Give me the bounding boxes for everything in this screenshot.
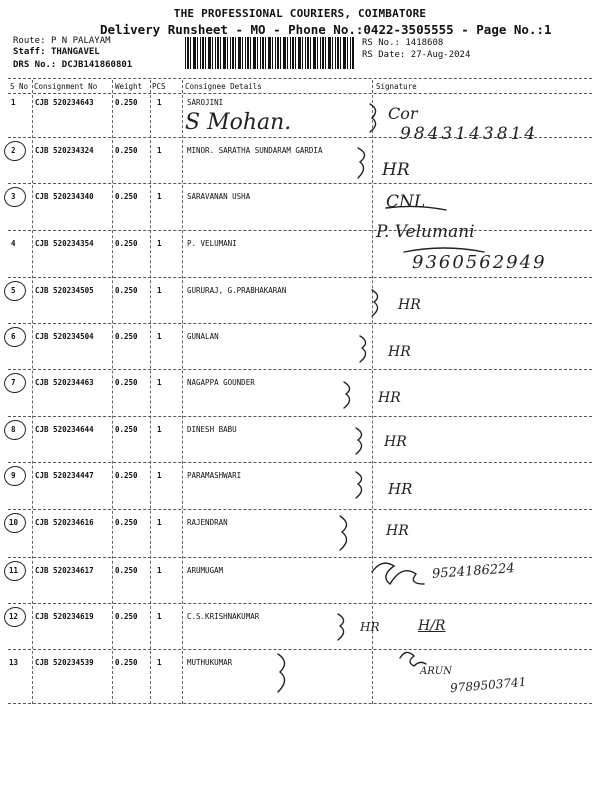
row-consignee: NAGAPPA GOUNDER <box>187 378 255 387</box>
row-consignee: RAJENDRAN <box>187 518 228 527</box>
rs-no-label: RS No.: <box>362 38 400 48</box>
handwritten-phone: 9360562949 <box>412 252 547 273</box>
brace-stroke <box>358 148 365 178</box>
row-consignee: C.S.KRISHNAKUMAR <box>187 612 260 621</box>
handwritten-signature: HR <box>386 523 409 539</box>
row-weight: 0.250 <box>115 332 138 341</box>
runsheet-subtitle: Delivery Runsheet - MO - Phone No.:0422-3505555 - Page No.:1 <box>100 22 552 37</box>
handwritten-signature: HR <box>382 160 410 180</box>
row-consignment-no: CJB 520234617 <box>35 566 94 575</box>
brace-stroke <box>360 336 366 362</box>
row-pcs: 1 <box>157 566 162 575</box>
col-header-weight: Weight <box>115 82 143 91</box>
staff-label: Staff: <box>13 47 46 57</box>
handwritten-signature: H/R <box>418 618 446 634</box>
row-consignee: SAROJINI <box>187 98 224 107</box>
handwritten-signature: HR <box>398 297 421 313</box>
row-consignee: MUTHUKUMAR <box>187 658 233 667</box>
row-consignment-no: CJB 520234505 <box>35 286 94 295</box>
row-weight: 0.250 <box>115 612 138 621</box>
row-weight: 0.250 <box>115 566 138 575</box>
handwritten-signature: HR <box>384 434 407 450</box>
handwritten-signature: Cor <box>388 104 418 123</box>
rs-date-label: RS Date: <box>362 50 406 60</box>
handwritten-phone: 9843143814 <box>400 124 539 144</box>
row-sno: 4 <box>11 239 16 248</box>
row-consignee: MINOR. SARATHA SUNDARAM GARDIA <box>187 146 323 155</box>
col-header-consignee: Consignee Details <box>185 82 262 91</box>
row-weight: 0.250 <box>115 98 138 107</box>
row-sno: 13 <box>9 658 19 667</box>
row-sno: 1 <box>11 98 16 107</box>
handwritten-phone: 9789503741 <box>449 674 527 696</box>
row-sno: 7 <box>11 378 16 387</box>
handwritten-receiver-name: S Mohan. <box>185 110 292 135</box>
row-consignment-no: CJB 520234324 <box>35 146 94 155</box>
row-consignee: PARAMASHWARI <box>187 471 242 480</box>
col-header-sno: S No <box>10 82 29 91</box>
col-header-signature: Signature <box>376 82 417 91</box>
row-consignment-no: CJB 520234616 <box>35 518 94 527</box>
drs-value: DCJB141860801 <box>61 60 133 70</box>
drs-label: DRS No.: <box>13 60 57 70</box>
row-pcs: 1 <box>157 425 162 434</box>
row-pcs: 1 <box>157 612 162 621</box>
row-pcs: 1 <box>157 98 162 107</box>
handwritten-signature: HR <box>388 480 413 498</box>
row-consignee: P. VELUMANI <box>187 239 237 248</box>
row-sno: 9 <box>11 471 16 480</box>
handwritten-name: ARUN <box>420 666 452 677</box>
underline-stroke <box>386 206 446 210</box>
row-consignee: GURURAJ, G.PRABHAKARAN <box>187 286 287 295</box>
row-consignee: GUNALAN <box>187 332 219 341</box>
row-sno: 5 <box>11 286 16 295</box>
row-weight: 0.250 <box>115 471 138 480</box>
row-pcs: 1 <box>157 286 162 295</box>
row-sno: 2 <box>11 146 16 155</box>
row-consignment-no: CJB 520234340 <box>35 192 94 201</box>
rs-date-value: 27-Aug-2024 <box>410 50 471 60</box>
row-pcs: 1 <box>157 518 162 527</box>
handwritten-signature: CNL <box>386 192 426 212</box>
row-weight: 0.250 <box>115 658 138 667</box>
row-pcs: 1 <box>157 378 162 387</box>
row-pcs: 1 <box>157 146 162 155</box>
brace-stroke <box>340 516 347 550</box>
row-weight: 0.250 <box>115 518 138 527</box>
row-consignment-no: CJB 520234619 <box>35 612 94 621</box>
brace-stroke <box>372 290 378 316</box>
brace-stroke <box>338 614 344 640</box>
scribble-stroke <box>400 652 426 666</box>
row-pcs: 1 <box>157 471 162 480</box>
row-consignment-no: CJB 520234643 <box>35 98 94 107</box>
row-consignee: SARAVANAN USHA <box>187 192 251 201</box>
row-pcs: 1 <box>157 658 162 667</box>
handwritten-signature: HR <box>360 620 380 634</box>
col-header-pcs: PCS <box>152 82 166 91</box>
handwritten-signature: HR <box>388 344 411 360</box>
row-sno: 6 <box>11 332 16 341</box>
company-title: THE PROFESSIONAL COURIERS, COIMBATORE <box>173 7 427 20</box>
row-sno: 12 <box>9 612 19 621</box>
row-weight: 0.250 <box>115 239 138 248</box>
row-weight: 0.250 <box>115 192 138 201</box>
row-weight: 0.250 <box>115 146 138 155</box>
row-pcs: 1 <box>157 332 162 341</box>
row-consignee: DINESH BABU <box>187 425 237 434</box>
rs-no-value: 1418608 <box>405 38 444 48</box>
scribble-stroke <box>372 563 424 584</box>
row-sno: 8 <box>11 425 16 434</box>
brace-stroke <box>370 104 376 132</box>
row-consignee: ARUMUGAM <box>187 566 224 575</box>
row-consignment-no: CJB 520234644 <box>35 425 94 434</box>
route-label: Route: <box>13 36 46 46</box>
row-sno: 3 <box>11 192 16 201</box>
col-header-consignment: Consignment No <box>34 82 98 91</box>
brace-stroke <box>344 382 350 408</box>
handwritten-signature: P. Velumani <box>376 222 475 242</box>
row-weight: 0.250 <box>115 286 138 295</box>
underline-stroke <box>404 248 484 252</box>
row-sno: 11 <box>9 566 19 575</box>
row-consignment-no: CJB 520234463 <box>35 378 94 387</box>
row-weight: 0.250 <box>115 378 138 387</box>
brace-stroke <box>356 428 362 454</box>
route-value: P N PALAYAM <box>50 36 111 46</box>
handwritten-signature: HR <box>378 390 401 406</box>
row-sno: 10 <box>9 518 19 527</box>
row-weight: 0.250 <box>115 425 138 434</box>
row-pcs: 1 <box>157 239 162 248</box>
handwritten-phone: 9524186224 <box>431 561 516 582</box>
row-consignment-no: CJB 520234539 <box>35 658 94 667</box>
row-consignment-no: CJB 520234504 <box>35 332 94 341</box>
row-consignment-no: CJB 520234447 <box>35 471 94 480</box>
row-pcs: 1 <box>157 192 162 201</box>
brace-stroke <box>356 472 362 498</box>
row-consignment-no: CJB 520234354 <box>35 239 94 248</box>
brace-stroke <box>278 654 285 692</box>
staff-value: THANGAVEL <box>50 47 100 57</box>
